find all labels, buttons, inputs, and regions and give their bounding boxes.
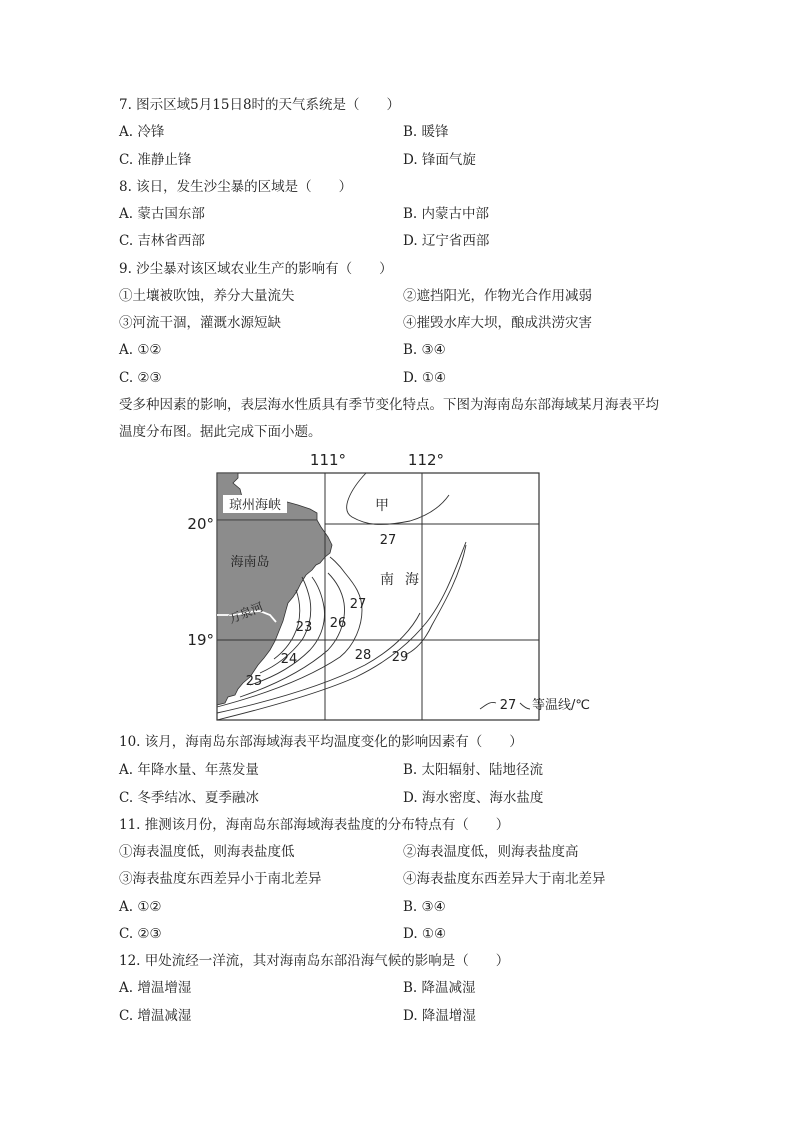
isotherm-label-25: 25 [245, 674, 263, 689]
island-label: 海南岛 [230, 555, 270, 570]
q10-option-a[interactable]: A. 年降水量、年蒸发量 [119, 762, 259, 778]
q9-statement-4: ④摧毁水库大坝，酿成洪涝灾害 [403, 315, 592, 331]
q12-stem: 12. 甲处流经一洋流，其对海南岛东部沿海气候的影响是（ ） [119, 953, 510, 969]
isotherm-label-28: 28 [354, 648, 372, 663]
q11-statement-2: ②海表温度低，则海表盐度高 [403, 844, 579, 860]
q11-stem: 11. 推测该月份，海南岛东部海域海表盐度的分布特点有（ ） [119, 817, 510, 833]
q9-option-a[interactable]: A. ①② [119, 342, 162, 358]
q7-option-b[interactable]: B. 暖锋 [403, 124, 449, 140]
q9-statement-3: ③河流干涸，灌溉水源短缺 [119, 315, 281, 331]
q12-option-d[interactable]: D. 降温增湿 [403, 1008, 476, 1024]
jia-label: 甲 [375, 498, 389, 514]
isotherm-label-26: 26 [329, 616, 347, 631]
isotherm-label-27: 27 [349, 597, 367, 612]
q11-option-a[interactable]: A. ①② [119, 899, 162, 915]
q10-stem: 10. 该月，海南岛东部海域海表平均温度变化的影响因素有（ ） [119, 734, 523, 750]
lon-label-112: 112° [407, 451, 445, 469]
q10-option-c[interactable]: C. 冬季结冰、夏季融冰 [119, 790, 259, 806]
lat-label-19: 19° [187, 631, 214, 649]
q10-option-d[interactable]: D. 海水密度、海水盐度 [403, 790, 544, 806]
intro-line-2: 温度分布图。据此完成下面小题。 [119, 424, 322, 440]
q8-stem: 8. 该日，发生沙尘暴的区域是（ ） [119, 179, 353, 195]
isotherm-label-23: 23 [295, 620, 313, 635]
river-label: 万泉河 [226, 599, 266, 627]
isotherm-label-27-north: 27 [379, 533, 397, 548]
q10-option-b[interactable]: B. 太阳辐射、陆地径流 [403, 762, 544, 778]
q9-stem: 9. 沙尘暴对该区域农业生产的影响有（ ） [119, 261, 393, 277]
legend-text: 等温线/℃ [532, 698, 590, 713]
q12-option-b[interactable]: B. 降温减湿 [403, 980, 476, 996]
q8-option-d[interactable]: D. 辽宁省西部 [403, 233, 490, 249]
q11-option-c[interactable]: C. ②③ [119, 926, 162, 942]
q11-statement-4: ④海表盐度东西差异大于南北差异 [403, 871, 606, 887]
q9-option-c[interactable]: C. ②③ [119, 370, 162, 386]
q11-option-d[interactable]: D. ①④ [403, 926, 447, 942]
q12-option-a[interactable]: A. 增温增湿 [119, 980, 192, 996]
south-sea-label-2: 海 [405, 572, 419, 588]
q11-statement-3: ③海表盐度东西差异小于南北差异 [119, 871, 322, 887]
q12-option-c[interactable]: C. 增温减湿 [119, 1008, 192, 1024]
q7-stem: 7. 图示区域5月15日8时的天气系统是（ ） [119, 97, 401, 113]
q8-option-b[interactable]: B. 内蒙古中部 [403, 206, 490, 222]
q7-option-d[interactable]: D. 锋面气旋 [403, 152, 476, 168]
lat-label-20: 20° [187, 515, 214, 533]
strait-label: 琼州海峡 [228, 498, 282, 513]
q8-option-a[interactable]: A. 蒙古国东部 [119, 206, 205, 222]
q7-option-c[interactable]: C. 准静止锋 [119, 152, 192, 168]
intro-line-1: 受多种因素的影响，表层海水性质具有季节变化特点。下图为海南岛东部海域某月海表平均 [119, 397, 659, 413]
q7-option-a[interactable]: A. 冷锋 [119, 124, 165, 140]
q9-statement-1: ①土壤被吹蚀，养分大量流失 [119, 288, 295, 304]
isotherm-label-24: 24 [280, 652, 298, 667]
q8-option-c[interactable]: C. 吉林省西部 [119, 233, 205, 249]
legend-value: 27 [499, 698, 517, 713]
q9-option-b[interactable]: B. ③④ [403, 342, 446, 358]
sea-surface-temperature-map [180, 445, 620, 730]
q11-statement-1: ①海表温度低，则海表盐度低 [119, 844, 295, 860]
q11-option-b[interactable]: B. ③④ [403, 899, 446, 915]
isotherm-label-29: 29 [391, 650, 409, 665]
q9-option-d[interactable]: D. ①④ [403, 370, 447, 386]
q9-statement-2: ②遮挡阳光，作物光合作用减弱 [403, 288, 592, 304]
south-sea-label-1: 南 [380, 572, 394, 588]
lon-label-111: 111° [309, 451, 347, 469]
